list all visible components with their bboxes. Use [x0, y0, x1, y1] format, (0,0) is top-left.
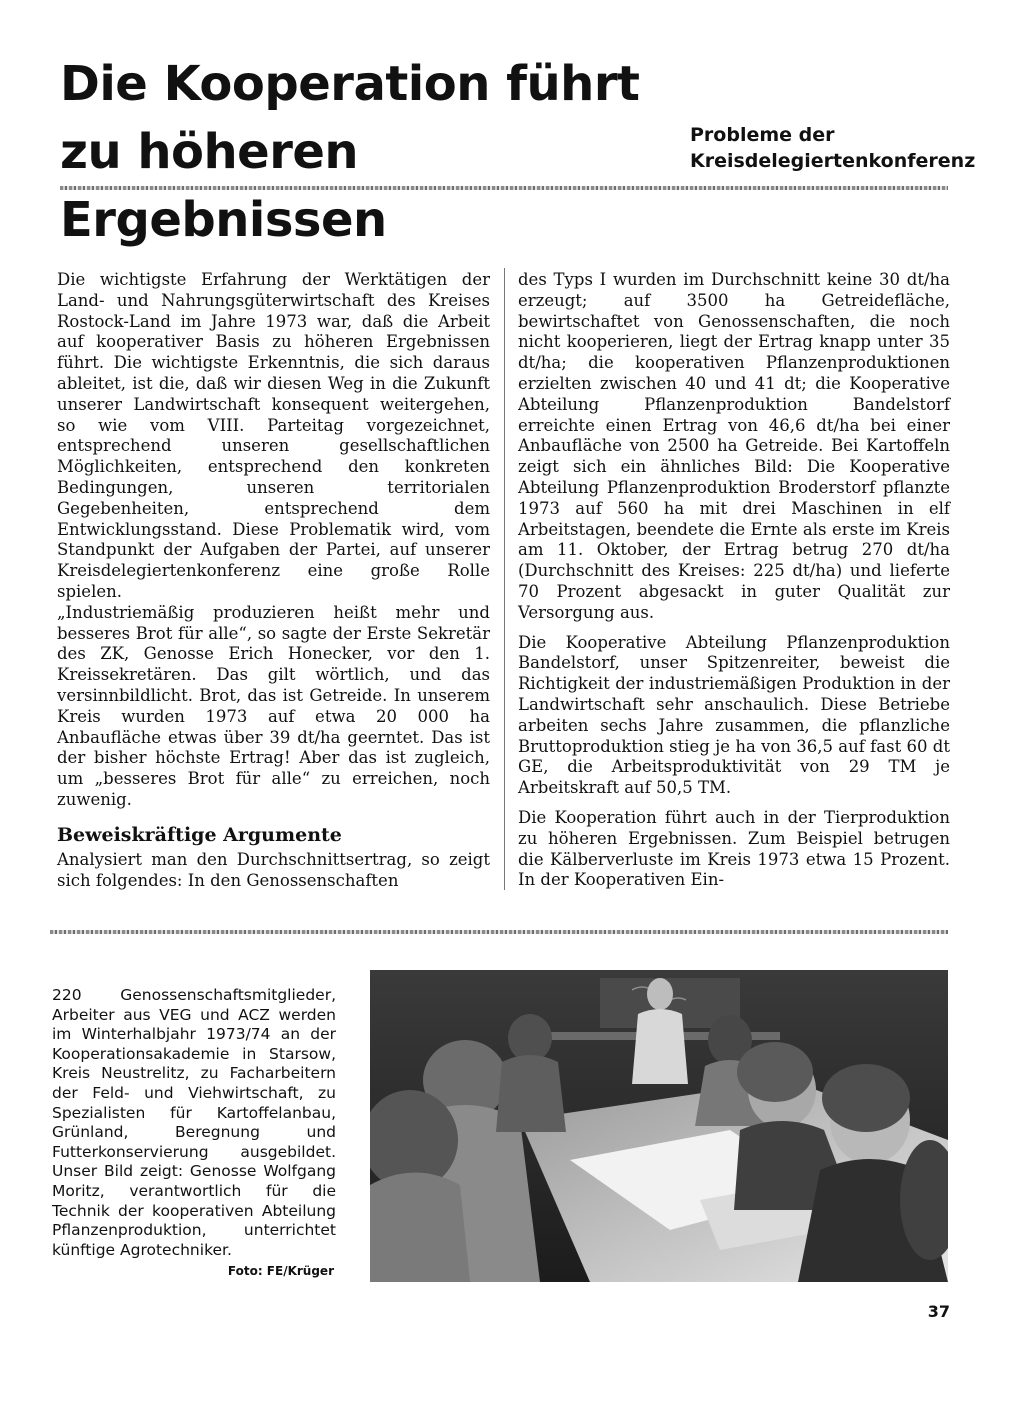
page-number: 37	[927, 1302, 950, 1321]
classroom-photo-illustration	[370, 970, 948, 1282]
article-title	[60, 50, 670, 254]
right-paragraph-1: des Typs I wurden im Durchschnitt keine 30 dt/ha erzeugt; auf 3500 ha Getreidefläche, bewirtschaftet von Genossenschaften, die noch nicht kooperieren, liegt der Ertrag knapp unter 35 dt/ha; die kooperativen Pflanzenproduktionen erzielten zwischen 40 und 41 dt; die Kooperative Abteilung Pflanzenproduktion Bandelstorf erreichte einen Ertrag von 46,6 dt/ha bei einer Anbaufläche von 2500 ha Getreide. Bei Kartoffeln zeigt sich ein ähnliches Bild: Die Kooperative Abteilung Pflanzenproduktion Broderstorf pflanzte 1973 auf 560 ha mit drei Maschinen in elf Arbeitstagen, beendete die Ernte als erste im Kreis am 11. Oktober, der Ertrag betrug 270 dt/ha (Durchschnitt des Kreises: 225 dt/ha) und lieferte 70 Prozent abgesackt in guter Qualität zur Versorgung aus.	[518, 270, 950, 622]
left-paragraph-1: Die wichtigste Erfahrung der Werktätigen der Land- und Nahrungsgüterwirtschaft des Kreises Rostock-Land im Jahre 1973 war, daß die Arbeit auf kooperativer Basis zu höheren Ergebnissen führt. Die wichtigste Erkenntnis, die sich daraus ableitet, ist die, daß wir diesen Weg in die Zukunft unserer Landwirtschaft konsequent weitergehen, so wie vom VIII. Parteitag vorgezeichnet, entsprechend unseren gesellschaftlichen Möglichkeiten, entsprechend den konkreten Bedingungen, unseren territorialen Gegebenheiten, entsprechend dem Entwicklungsstand. Diese Problematik wird, vom Standpunkt der Aufgaben der Partei, auf unserer Kreisdelegiertenkonferenz eine große Rolle spielen.	[57, 270, 490, 601]
top-divider	[60, 186, 948, 190]
title-line-1: Die Kooperation führt	[60, 56, 640, 112]
right-paragraph-3: Die Kooperation führt auch in der Tierproduktion zu höheren Ergebnissen. Zum Beispiel betrugen die Kälberverluste im Kreis 1973 etwa 15 Prozent. In der Kooperativen Ein-	[518, 807, 950, 890]
column-divider	[504, 268, 505, 890]
photo-caption: 220 Genossenschaftsmitglieder, Arbeiter aus VEG und ACZ werden im Winterhalbjahr 1973/74 an der Kooperationsakademie in Starsow, Kreis Neustrelitz, zu Facharbeitern der Feld- und Viehwirtschaft, zu Spezialisten für Kartoffelanbau, Grünland, Beregnung und Futterkonservierung ausgebildet. Unser Bild zeigt: Genosse Wolfgang Moritz, verantwortlich für die Technik der kooperativen Abteilung Pflanzenproduktion, unterrichtet künftige Agrotechniker.	[52, 986, 336, 1259]
right-column	[518, 270, 950, 900]
subtitle-line-2: Kreisdelegiertenkonferenz	[690, 150, 976, 172]
right-paragraph-2: Die Kooperative Abteilung Pflanzenproduktion Bandelstorf, unser Spitzenreiter, beweist die Richtigkeit der industriemäßigen Produktion in der Landwirtschaft sehr anschaulich. Diese Betriebe arbeiten sechs Jahre zusammen, die pflanzliche Bruttoproduktion stieg je ha von 36,5 auf fast 60 dt GE, die Arbeitsproduktivität von 29 TM je Arbeitskraft auf 50,5 TM.	[518, 632, 950, 798]
left-paragraph-2: „Industriemäßig produzieren heißt mehr und besseres Brot für alle“, so sagte der Erste Sekretär des ZK, Genosse Erich Honecker, vor den 1. Kreissekretären. Das gilt wörtlich, und das versinnbildlicht. Brot, das ist Getreide. In unserem Kreis wurden 1973 auf etwa 20 000 ha Anbaufläche etwas über 39 dt/ha geerntet. Das ist der bisher höchste Ertrag! Aber das ist zugleich, um „besseres Brot für alle“ zu erreichen, noch zuwenig.	[57, 602, 490, 809]
left-column	[57, 270, 490, 891]
section-heading: Beweiskräftige Argumente	[57, 823, 342, 846]
classroom-photo	[370, 970, 948, 1282]
article-subtitle	[690, 122, 980, 174]
photo-credit: Foto: FE/Krüger	[227, 1264, 334, 1278]
middle-divider	[50, 930, 948, 934]
title-line-2: zu höheren Ergebnissen	[60, 124, 387, 248]
left-paragraph-3: Analysiert man den Durchschnittsertrag, so zeigt sich folgendes: In den Genossenschaften	[57, 849, 490, 890]
subtitle-line-1: Probleme der	[690, 124, 835, 146]
